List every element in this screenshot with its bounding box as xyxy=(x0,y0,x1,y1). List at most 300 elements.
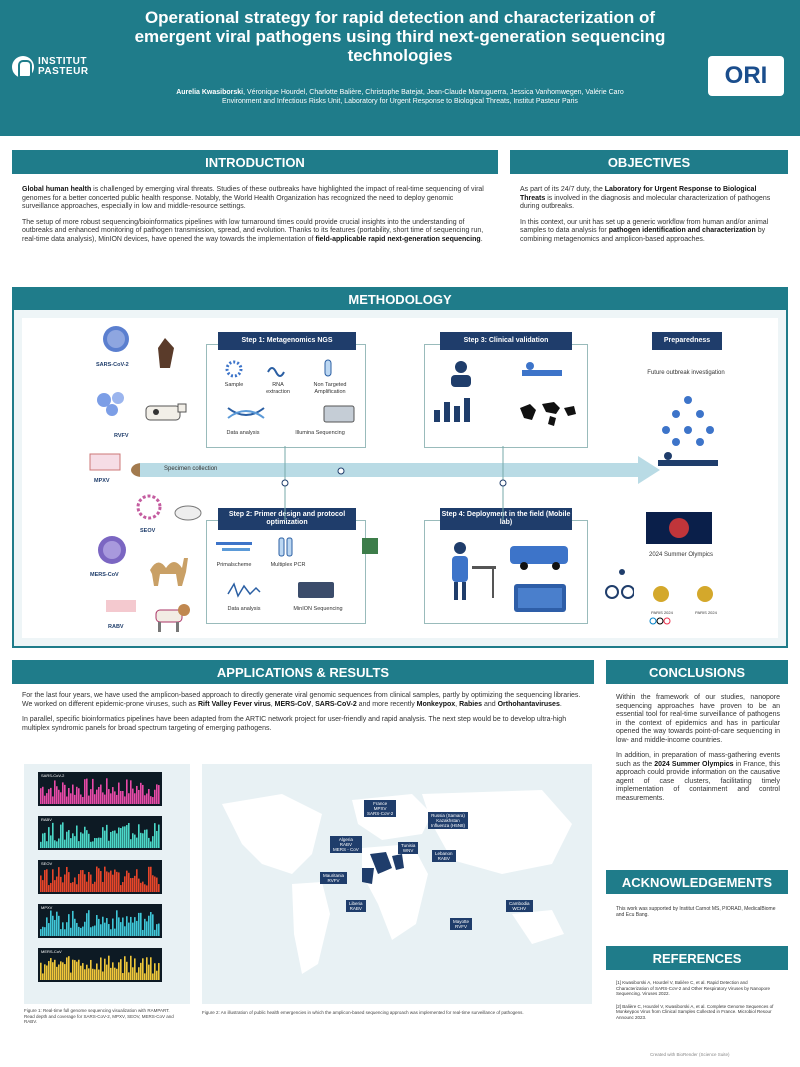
institut-pasteur-logo xyxy=(12,56,102,78)
acknowledgements-heading: ACKNOWLEDGEMENTS xyxy=(606,870,788,894)
van-icon xyxy=(508,540,574,570)
coverage-bar xyxy=(92,926,94,936)
map-tag-algeria xyxy=(330,836,362,853)
coverage-bar xyxy=(70,793,72,804)
coverage-bar xyxy=(58,916,60,936)
coverage-bar xyxy=(156,784,158,804)
coverage-bar xyxy=(76,826,78,848)
map-tag-text: Algeria RABV MERS - CoV xyxy=(333,837,359,852)
coverage-bar xyxy=(142,833,144,848)
coverage-bar xyxy=(110,832,112,848)
lab-worker-icon xyxy=(444,540,498,604)
coverage-bar xyxy=(142,930,144,936)
app-p1-c2: , xyxy=(311,700,316,708)
coverage-chart xyxy=(38,948,162,982)
footer-note: Created with BioRender (Science Suite) xyxy=(650,1052,730,1057)
virus-sars: SARS-CoV-2 xyxy=(315,700,357,708)
virus-hanta: Orthohantaviruses xyxy=(497,700,560,708)
step1-data-analysis-label: Data analysis xyxy=(226,430,260,436)
coverage-bar xyxy=(86,779,88,804)
coverage-bar xyxy=(94,882,96,892)
coverage-bar xyxy=(136,786,138,804)
coverage-bar xyxy=(70,973,72,980)
coverage-bar xyxy=(108,956,110,980)
dog-icon xyxy=(150,598,194,634)
pasteur-logo-text: INSTITUT PASTEUR xyxy=(38,56,89,77)
primalscheme-icon xyxy=(214,538,254,554)
coverage-bar xyxy=(88,796,90,804)
coverage-bar xyxy=(146,829,148,848)
coverage-bar xyxy=(138,913,140,936)
map-tag-france xyxy=(364,800,396,817)
coverage-bar xyxy=(132,967,134,980)
coverage-bar xyxy=(52,869,54,892)
coverage-bar xyxy=(98,919,100,936)
coverage-bar xyxy=(42,880,44,892)
coverage-bar xyxy=(122,973,124,980)
world-map-icon xyxy=(516,398,578,430)
coverage-bar xyxy=(52,916,54,936)
coverage-bar xyxy=(144,795,146,804)
coverage-bar xyxy=(142,785,144,804)
coverage-bar xyxy=(148,789,150,804)
concl-p2-start: In addition, in preparation of mass-gathering events such as the xyxy=(616,752,780,768)
coverage-bar xyxy=(108,872,110,892)
objectives-paragraph-1 xyxy=(520,186,782,212)
coverage-bar xyxy=(48,961,50,980)
coverage-bar xyxy=(134,917,136,936)
coverage-bar xyxy=(104,923,106,936)
coverage-bar xyxy=(136,973,138,980)
world-map-shape xyxy=(202,764,592,1004)
paris-2024-label: PARIS 2024 xyxy=(695,610,717,615)
coverage-bar xyxy=(116,833,118,848)
virus-monkeypox: Monkeypox xyxy=(416,700,456,708)
coverage-bar xyxy=(124,796,126,804)
coverage-bar xyxy=(62,822,64,848)
coverage-bar xyxy=(146,885,148,892)
coverage-bar xyxy=(154,930,156,936)
coverage-bar xyxy=(106,918,108,936)
step2-multiplex-label: Multiplex PCR xyxy=(270,562,306,568)
coverage-bar xyxy=(138,879,140,892)
coverage-bar xyxy=(88,968,90,980)
references-heading: REFERENCES xyxy=(606,946,788,970)
coverage-bar xyxy=(124,956,126,980)
coverage-bar xyxy=(90,960,92,980)
coverage-bar xyxy=(74,960,76,980)
coverage-bar xyxy=(110,871,112,892)
coverage-bar xyxy=(58,790,60,804)
virus-rabies: Rabies xyxy=(459,700,483,708)
coverage-bar xyxy=(64,929,66,936)
pathogen-label: RVFV xyxy=(114,433,129,439)
objectives-text xyxy=(520,186,782,251)
coverage-bar xyxy=(50,911,52,936)
coverage-bar xyxy=(112,787,114,804)
coverage-bar xyxy=(130,878,132,892)
coverage-bar xyxy=(82,927,84,936)
coverage-bar xyxy=(98,787,100,804)
cyclist-icon xyxy=(604,566,634,600)
coverage-bar xyxy=(72,833,74,848)
paris-2024-label: PARIS 2024 xyxy=(651,610,673,615)
coverage-bar xyxy=(152,836,154,848)
preparedness-title: Preparedness xyxy=(652,332,722,350)
future-outbreak-label: Future outbreak investigation xyxy=(647,370,725,376)
coverage-bar xyxy=(110,929,112,936)
coverage-bar xyxy=(52,823,54,848)
coverage-bar xyxy=(152,875,154,892)
coverage-bar xyxy=(104,795,106,804)
map-tag-russia xyxy=(428,812,468,829)
coverage-bar xyxy=(136,921,138,936)
coverage-bar xyxy=(158,924,160,936)
step2-title: Step 2: Primer design and protocol optimization xyxy=(218,508,356,530)
coverage-chart xyxy=(38,772,162,806)
coverage-bar xyxy=(68,914,70,936)
app-p1-end: . xyxy=(559,700,562,708)
coverage-bar xyxy=(128,972,130,980)
coverage-bar xyxy=(90,927,92,936)
coverage-bar xyxy=(58,867,60,892)
coverage-bar xyxy=(108,789,110,804)
author-list xyxy=(110,88,690,106)
coverage-bar xyxy=(112,831,114,848)
coverage-bar xyxy=(116,910,118,936)
coverage-bar xyxy=(44,927,46,936)
coverage-bar xyxy=(156,971,158,980)
coverage-bar xyxy=(86,913,88,936)
coverage-bar xyxy=(80,870,82,892)
coverage-bar xyxy=(76,787,78,804)
coverage-bar xyxy=(66,867,68,892)
rat-icon xyxy=(172,502,206,522)
coverage-bar xyxy=(106,825,108,848)
coverage-bar xyxy=(150,957,152,980)
coverage-bar xyxy=(88,910,90,936)
coverage-bar xyxy=(158,884,160,892)
coverage-bar xyxy=(154,823,156,848)
reference-1: [1] Kwasiborski A, Hourdel V, Balière C, et al. Rapid Detection and Characterization of SARS-CoV-2 and Other Respiratory Viruses by Nanopore Sequencing. Viruses 2022. xyxy=(616,980,770,996)
intro-paragraph-2 xyxy=(22,219,492,245)
app-p1-c5: and xyxy=(482,700,498,708)
coverage-bar xyxy=(56,967,58,980)
coverage-trace xyxy=(38,816,162,850)
coverage-bar xyxy=(72,960,74,980)
step1-title: Step 1: Metagenomics NGS xyxy=(218,332,356,350)
step2-minion-label: MinION Sequencing xyxy=(293,606,343,612)
bed-patient-icon xyxy=(654,448,724,474)
intro-p2-end: . xyxy=(480,235,483,243)
coverage-bar xyxy=(74,877,76,892)
step1-illumina-label: Illumina Sequencing xyxy=(295,430,345,436)
sars-cov-2-icon xyxy=(96,322,136,356)
app-p1-c4: , xyxy=(455,700,460,708)
map-tag-text: Cambodia WCHV xyxy=(509,901,530,911)
rabv-image-icon xyxy=(104,598,138,614)
coverage-bar xyxy=(126,916,128,936)
app-p1-c3: and more recently xyxy=(356,700,417,708)
coverage-bar xyxy=(78,927,80,936)
coverage-bar xyxy=(122,882,124,892)
map-tag-liberia xyxy=(346,900,366,912)
coverage-bar xyxy=(156,924,158,936)
paris-2024-paralympic-logo xyxy=(690,584,720,610)
mers-cov-icon xyxy=(94,532,130,568)
coverage-bar xyxy=(148,965,150,980)
coverage-bar xyxy=(120,791,122,804)
coverage-bar xyxy=(104,831,106,848)
coverage-bar xyxy=(84,922,86,936)
chart-label: SEOV xyxy=(41,861,53,866)
coverage-bar xyxy=(68,956,70,980)
coverage-bar xyxy=(98,970,100,980)
coverage-trace xyxy=(38,860,162,894)
paris-2024-olympic-logo xyxy=(646,584,676,610)
coverage-bar xyxy=(64,785,66,804)
obj-p2-end: by combining metagenomics and amplicon-based approaches. xyxy=(520,227,766,243)
figure1-caption: Figure 1: Real-time full genome sequencing visualization with RAMPART. Read depth and coverage for SARS-CoV-2, MPXV, SEOV, MERS-CoV and RABV. xyxy=(24,1008,174,1024)
camel-icon xyxy=(146,548,190,588)
coverage-bar xyxy=(140,963,142,980)
coverage-bar xyxy=(76,962,78,980)
coverage-bar xyxy=(92,969,94,980)
chart-label: MERS-CoV xyxy=(41,949,62,954)
coverage-bar xyxy=(152,973,154,980)
coverage-bar xyxy=(120,885,122,892)
coverage-bar xyxy=(132,833,134,848)
specimen-collection-label: Specimen collection xyxy=(164,466,218,472)
coverage-bar xyxy=(96,790,98,804)
coverage-bar xyxy=(64,964,66,980)
coverage-bar xyxy=(56,786,58,804)
coverage-bar xyxy=(138,824,140,848)
coverage-bar xyxy=(60,929,62,936)
coverage-bar xyxy=(112,962,114,980)
coverage-bar xyxy=(124,926,126,936)
coverage-bar xyxy=(96,867,98,892)
coverage-bar xyxy=(70,838,72,848)
coverage-bar xyxy=(58,965,60,980)
coverage-bar xyxy=(100,924,102,936)
coverage-bar xyxy=(80,928,82,936)
coverage-bar xyxy=(156,878,158,892)
coverage-bar xyxy=(56,877,58,892)
dna-strand-icon xyxy=(226,402,266,424)
coverage-bar xyxy=(74,795,76,804)
coverage-bar xyxy=(62,882,64,892)
coverage-bar xyxy=(118,872,120,892)
coverage-bar xyxy=(64,840,66,848)
coverage-bar xyxy=(68,788,70,804)
coverage-bar xyxy=(134,958,136,980)
coverage-bar xyxy=(66,957,68,980)
conclusions-text xyxy=(616,694,780,810)
obj-p2-bold: pathogen identification and characterization xyxy=(608,227,756,234)
concl-p2-bold: 2024 Summer Olympics xyxy=(654,760,734,768)
coverage-bar xyxy=(144,830,146,848)
lead-author: Aurelia Kwasiborski xyxy=(176,89,244,96)
coverage-bar xyxy=(120,828,122,848)
coverage-bar xyxy=(66,922,68,936)
coverage-bar xyxy=(122,827,124,848)
coverage-bar xyxy=(116,795,118,804)
poster-header xyxy=(0,0,800,136)
coverage-bar xyxy=(126,825,128,848)
coverage-bar xyxy=(102,972,104,980)
coverage-bar xyxy=(150,867,152,892)
coverage-bar xyxy=(134,835,136,848)
coverage-bar xyxy=(48,827,50,848)
objectives-heading: OBJECTIVES xyxy=(510,150,788,174)
bar-graph-icon xyxy=(430,394,480,424)
coverage-bar xyxy=(146,921,148,936)
coverage-bar xyxy=(154,790,156,804)
coverage-bar xyxy=(136,869,138,892)
coverage-bar xyxy=(90,875,92,892)
coverage-bar xyxy=(40,875,42,892)
coverage-bar xyxy=(40,788,42,804)
coverage-bar xyxy=(44,796,46,804)
applications-paragraph-2: In parallel, specific bioinformatics pipelines have been adapted from the ARTIC network project for user-friendly and rapid analysis. The next step would be to develop ultra-high multiplex syndromic panels for broad spectrum targeting of emerging pathogens. xyxy=(22,716,567,732)
intro-p2-bold: field-applicable rapid next-generation sequencing xyxy=(315,235,481,243)
coverage-bar xyxy=(130,839,132,848)
coverage-bar xyxy=(78,960,80,980)
people-arrows-icon xyxy=(660,394,716,448)
conclusions-paragraph-1: Within the framework of our studies, nanopore sequencing approaches have proven to be an essential tool for real-time surveillance of pathogens in the context of epidemics and has in particular opened the way towards point-of-care sequencing in low- and middle-income countries. xyxy=(616,694,780,744)
intro-paragraph-1 xyxy=(22,186,492,212)
coverage-bar xyxy=(96,963,98,980)
conclusions-heading: CONCLUSIONS xyxy=(606,660,788,684)
coverage-bar xyxy=(144,973,146,980)
map-tag-text: France MPXV SARS-CoV-2 xyxy=(367,801,394,816)
methodology-heading: METHODOLOGY xyxy=(12,287,788,311)
obj-p1-end: is involved in the diagnosis and molecular characterization of pathogens during outbreaks. xyxy=(520,194,771,210)
figure2-caption: Figure 2: An illustration of public health emergencies in which the amplicon-based sequencing approach was implemented for real-time surveillance of pathogens. xyxy=(202,1010,524,1015)
coverage-bar xyxy=(94,969,96,980)
map-tag-text: Lebanon RABV xyxy=(435,851,453,861)
coverage-bar xyxy=(46,965,48,980)
coverage-bar xyxy=(54,780,56,804)
applications-text xyxy=(22,692,588,740)
coverage-bar xyxy=(100,871,102,892)
step3-title: Step 3: Clinical validation xyxy=(440,332,572,350)
coverage-bar xyxy=(102,792,104,804)
map-tag-text: Russia (Samara) Kazakhstan Influenza (H5N8) xyxy=(431,813,466,828)
coverage-bar xyxy=(140,913,142,936)
coverage-bar xyxy=(100,957,102,980)
seov-virus-icon xyxy=(134,492,164,522)
coverage-bar xyxy=(122,918,124,936)
coverage-bar xyxy=(62,782,64,804)
pathogen-label: SEOV xyxy=(140,528,156,534)
coverage-bar xyxy=(148,838,150,848)
coverage-bar xyxy=(148,916,150,936)
coverage-bar xyxy=(44,870,46,892)
coverage-bar xyxy=(146,957,148,980)
applications-heading: APPLICATIONS & RESULTS xyxy=(12,660,594,684)
map-tag-text: Mayotte RVFV xyxy=(453,919,470,929)
coverage-bar xyxy=(90,842,92,848)
coverage-bar xyxy=(106,965,108,980)
chart-label: RABV xyxy=(41,817,52,822)
step2-data-analysis-label: Data analysis xyxy=(227,606,261,612)
coverage-bar xyxy=(158,785,160,804)
step-connector xyxy=(498,446,508,520)
coverage-bar xyxy=(48,923,50,936)
map-tag-text: Liberia RABV xyxy=(349,901,363,911)
references-list xyxy=(616,980,780,1027)
coverage-bar xyxy=(104,867,106,892)
coverage-bar xyxy=(80,966,82,980)
coverage-bar xyxy=(62,922,64,936)
objectives-paragraph-2 xyxy=(520,219,782,245)
step1-amplification-label: Non Targeted Amplification xyxy=(313,382,347,395)
coverage-bar xyxy=(140,833,142,848)
coverage-bar xyxy=(118,962,120,980)
coverage-bar xyxy=(56,841,58,848)
coverage-bar xyxy=(48,885,50,892)
coverage-bar xyxy=(42,927,44,936)
coverage-bar xyxy=(140,883,142,892)
coverage-bar xyxy=(92,841,94,848)
coverage-bar xyxy=(82,870,84,892)
coverage-bar xyxy=(44,833,46,848)
coverage-bar xyxy=(68,830,70,848)
coverage-bar xyxy=(138,967,140,980)
conclusions-paragraph-2 xyxy=(616,752,780,803)
coverage-bar xyxy=(142,882,144,892)
map-tag-cambodia xyxy=(506,900,533,912)
coverage-bar xyxy=(86,965,88,980)
coverage-bar xyxy=(126,779,128,804)
coverage-bar xyxy=(92,779,94,804)
coverage-bar xyxy=(70,928,72,936)
intro-p2: The setup of more robust sequencing/bioinformatics pipelines with low turnaround times could provide crucial insights into the understanding of outbreaks and enhanced monitoring of pathogen transmission, spread, and evolution. Thanks to its features (portability, short time of sequencing run, real-time data analysis), MinION devices, have opened the way towards the implementation of xyxy=(22,218,484,243)
coverage-bar xyxy=(128,873,130,892)
minion-device-icon xyxy=(296,578,336,602)
coverage-bar xyxy=(108,924,110,936)
coverage-bar xyxy=(148,867,150,892)
coverage-bar xyxy=(84,827,86,848)
coverage-chart xyxy=(38,860,162,894)
coverage-bar xyxy=(64,874,66,892)
coverage-bar xyxy=(94,794,96,804)
pathogen-label: MERS-CoV xyxy=(90,572,119,578)
coverage-bar xyxy=(92,884,94,892)
coverage-bar xyxy=(104,959,106,980)
coverage-bar xyxy=(118,827,120,848)
co-authors: , Véronique Hourdel, Charlotte Balière, Christophe Batejat, Jean-Claude Manuguerra, Jessica Vanhomwegen, Valérie Caro xyxy=(243,89,624,96)
coverage-bar xyxy=(118,783,120,804)
concl-p2-end: in France, this approach could provide information on the causative agent of case clusters, facilitating timely implementation of containment and control measurements. xyxy=(616,760,780,802)
coverage-bar xyxy=(74,919,76,936)
coverage-bar xyxy=(126,871,128,892)
coverage-bar xyxy=(78,788,80,804)
coverage-bar xyxy=(124,876,126,892)
coverage-bar xyxy=(158,963,160,980)
coverage-bar xyxy=(46,841,48,848)
coverage-bar xyxy=(94,838,96,848)
coverage-bar xyxy=(138,790,140,804)
pathogen-label: SARS-CoV-2 xyxy=(96,362,129,368)
coverage-bar xyxy=(132,878,134,892)
coverage-bar xyxy=(150,912,152,936)
coverage-bar xyxy=(102,882,104,892)
coverage-bar xyxy=(40,842,42,848)
coverage-bar xyxy=(110,793,112,804)
